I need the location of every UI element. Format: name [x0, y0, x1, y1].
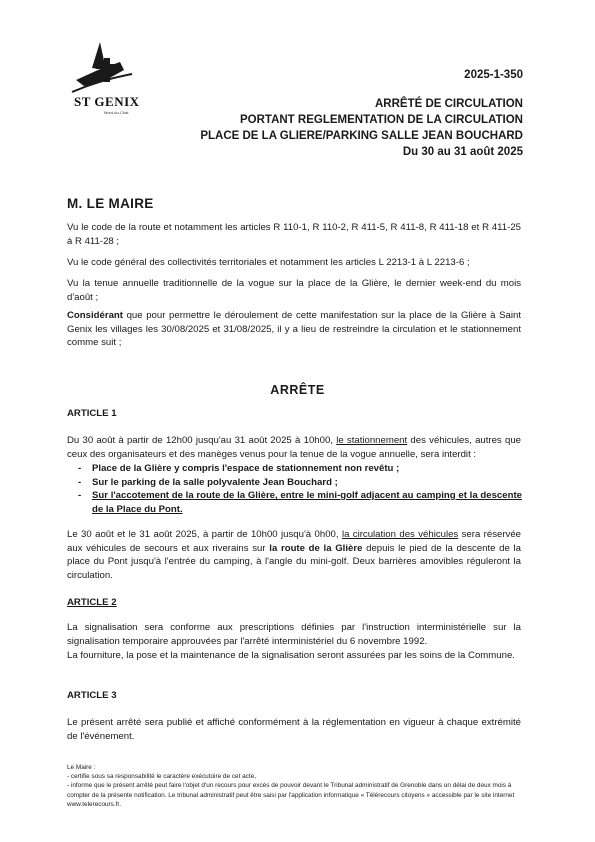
- header-line-2: PORTANT REGLEMENTATION DE LA CIRCULATION: [239, 114, 523, 126]
- logo-subtext: Mont-du-Chat: [104, 110, 129, 115]
- article-2-paragraph-2: La fourniture, la pose et la maintenance de la signalisation seront assurées par les soins de la Commune.: [67, 650, 515, 661]
- legal-footnote: [67, 763, 527, 809]
- vu-paragraph-3: Vu la tenue annuelle traditionnelle de la vogue sur la place de la Glière, le dernier week-end du mois d'août ;: [67, 278, 521, 303]
- arrete-heading: ARRÊTE: [270, 383, 325, 397]
- decree-reference: 2025-1-350: [464, 69, 523, 81]
- article-3-title: ARTICLE 3: [67, 690, 117, 701]
- article-3-paragraph-1: Le présent arrêté sera publié et affiché conformément à la réglementation en vigueur à chaque extrémité de l'événement.: [67, 717, 521, 742]
- article-1-p1-underlined: le stationnement: [336, 435, 408, 446]
- considerant-text: que pour permettre le déroulement de cette manifestation sur la place de la Glière à Saint Genix les villages les 30/08/2025 et 31/08/2025, il y a lieu de restreindre la circulation et le stationnement comme suit ;: [67, 310, 521, 348]
- document-header: [200, 67, 523, 160]
- list-item-text: Sur l'accotement de la route de la Glière, entre le mini-golf adjacent au camping et la descente de la Place du Pont.: [92, 490, 522, 515]
- article-1-paragraph-1: [67, 434, 521, 461]
- mayor-heading: M. LE MAIRE: [67, 196, 154, 211]
- logo-text: ST GENIX: [74, 94, 140, 109]
- header-line-3: PLACE DE LA GLIERE/PARKING SALLE JEAN BOUCHARD: [200, 130, 523, 142]
- list-item-text: Place de la Glière y compris l'espace de stationnement non revêtu ;: [92, 463, 400, 474]
- considerant-label: Considérant: [67, 310, 123, 321]
- article-1-title: ARTICLE 1: [67, 408, 117, 419]
- footnote-line-2: - certifie sous sa responsabilité le caractère exécutoire de cet acte,: [67, 773, 256, 781]
- list-item-text: Sur le parking de la salle polyvalente Jean Bouchard ;: [92, 476, 338, 488]
- footnote-line-1: Le Maire :: [67, 764, 96, 771]
- considerant-paragraph: [67, 309, 521, 350]
- footnote-line-3: - informe que le présent arrêté peut faire l'objet d'un recours pour excès de pouvoir devant le Tribunal administratif de Grenoble dans un délai de deux mois à compter de la présente notification. Le tribunal administratif peut être saisi par l'application informatique « Télérecours citoyens » accessible par le site internet www.telerecours.fr.: [67, 782, 515, 808]
- article-1-p2-bold: la route de la Glière: [269, 542, 363, 554]
- list-item: - Place de la Glière y compris l'espace de stationnement non revêtu ;: [78, 463, 400, 474]
- article-2-paragraph-1: La signalisation sera conforme aux prescriptions définies par l'instruction interministérielle sur la signalisation temporaire approuvées par l'arrêté interministériel du 6 novembre 1992.: [67, 622, 521, 647]
- article-1-p2-underlined: la circulation des véhicules: [341, 529, 459, 540]
- article-1-p1-start: Du 30 août à partir de 12h00 jusqu'au 31 août 2025 à 10h00,: [67, 435, 337, 446]
- vu-paragraph-1: Vu le code de la route et notamment les articles R 110-1, R 110-2, R 411-5, R 411-8, R 411-18 et R 411-25 à R 411-28 ;: [67, 222, 521, 247]
- header-dates: Du 30 au 31 août 2025: [402, 146, 523, 158]
- vu-paragraph-2: Vu le code général des collectivités territoriales et notamment les articles L 2213-1 à L 2213-6 ;: [67, 257, 470, 268]
- article-1-p1-end: des véhicules, autres que ceux des organisateurs et des manèges venus pour la tenue de la vogue annuelle, sera interdit :: [67, 435, 521, 460]
- article-1-paragraph-2: [67, 528, 521, 582]
- header-line-1: ARRÊTÉ DE CIRCULATION: [374, 98, 523, 110]
- list-item: - Sur l'accotement de la route de la Glière, entre le mini-golf adjacent au camping et la descente de la Place du Pont.: [78, 490, 522, 515]
- article-1-p2-middle: sera réservée aux véhicules de secours et aux riverains sur: [67, 529, 521, 554]
- article-2-title: ARTICLE 2: [67, 597, 117, 608]
- list-item: - Sur le parking de la salle polyvalente Jean Bouchard ;: [78, 476, 338, 488]
- article-1-p2-start: Le 30 août et le 31 août 2025, à partir de 10h00 jusqu'à 0h00,: [67, 529, 342, 540]
- article-1-p2-end: depuis le pied de la descente de la place du Pont jusqu'à l'entrée du camping, à l'angle du mini-golf. Deux barrières amovibles réguleront la circulation.: [67, 542, 522, 581]
- article-1-list: [78, 462, 522, 516]
